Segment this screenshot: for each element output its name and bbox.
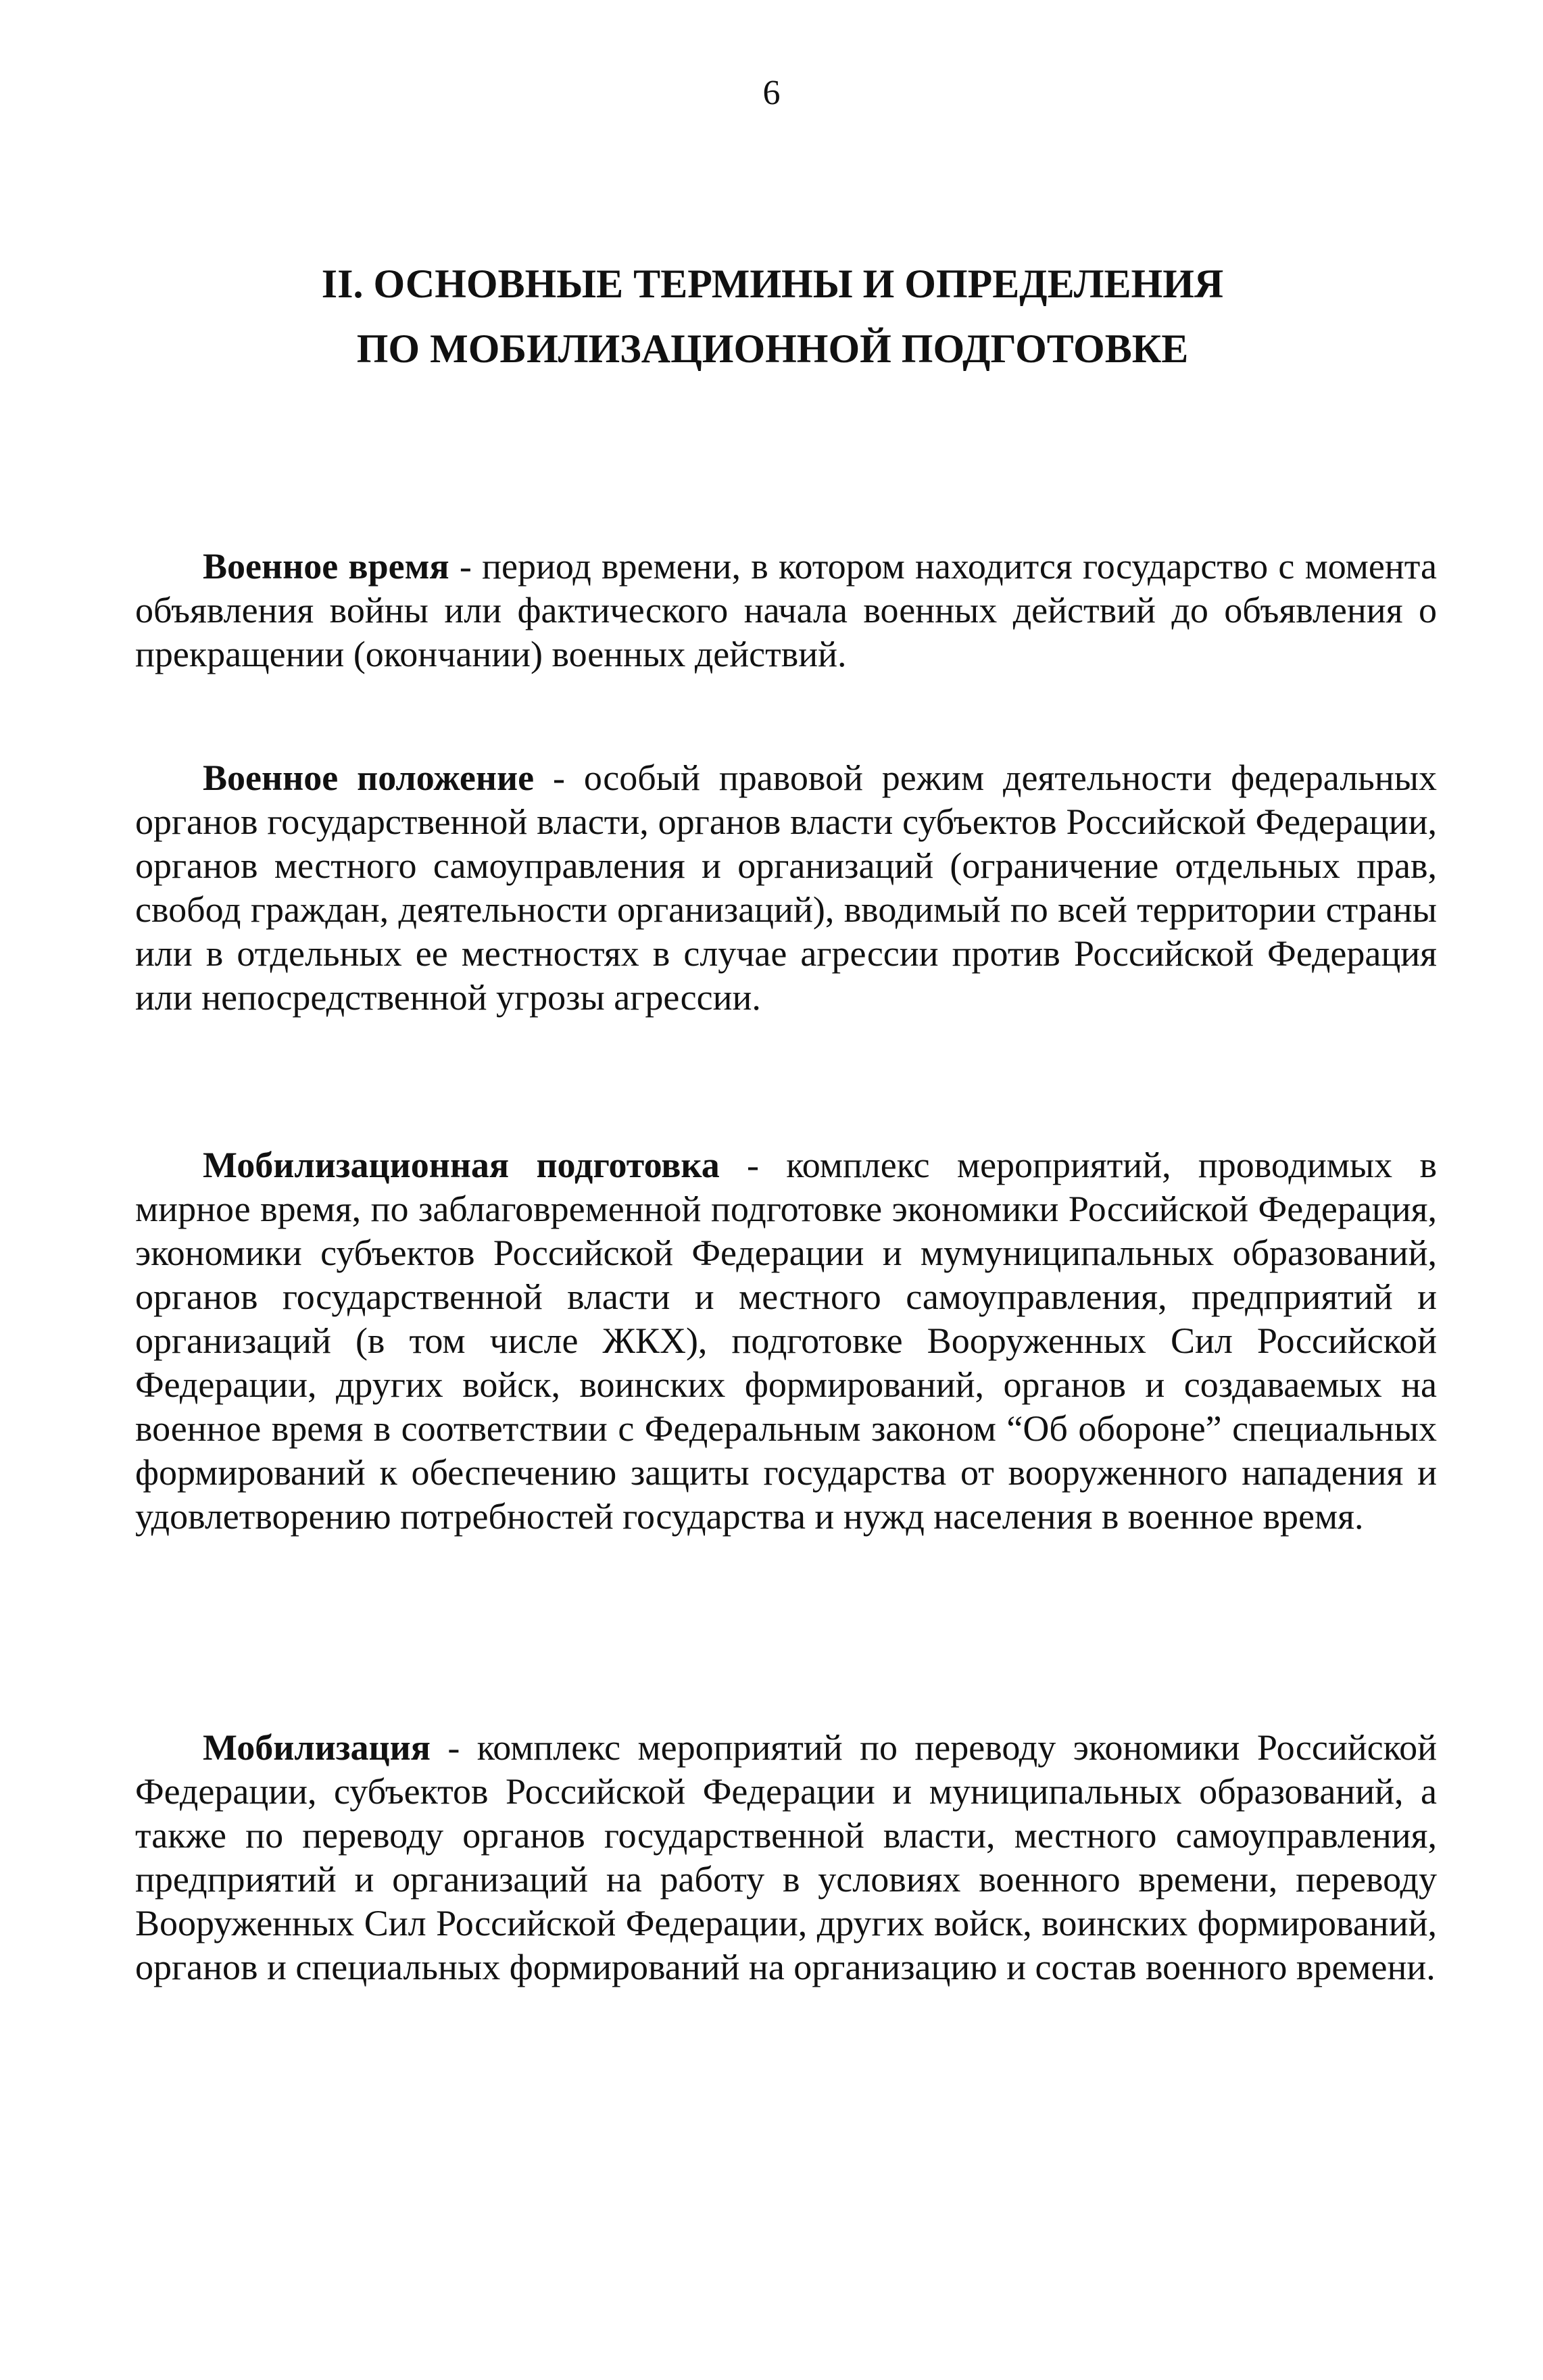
term-martial-law: Военное положение bbox=[203, 758, 535, 798]
page-number: 6 bbox=[762, 74, 781, 112]
term-mobilization: Мобилизация bbox=[203, 1727, 431, 1768]
section-heading bbox=[135, 251, 1410, 381]
definition-text-mobilization-preparation: - комплекс мероприятий, проводимых в мирное время, по заблаговременной подготовке экономики Российской Федерация, экономики субъектов Российской Федерации и мумуниципальных образований, органов государственной власти и местного самоуправления, предприятий и организаций (в том числе ЖКХ), подготовке Вооруженных Сил Российской Федерации, других войск, воинских формирований, органов и создаваемых на военное время в соответствии с Федеральным законом “Об обороне” специальных формирований к обеспечению защиты государства от вооруженного нападения и удовлетворению потребностей государства и нужд населения в военное время. bbox=[135, 1145, 1437, 1537]
definition-mobilization-preparation bbox=[135, 1143, 1437, 1539]
definition-mobilization bbox=[135, 1726, 1437, 1989]
definition-military-time bbox=[135, 545, 1437, 676]
definition-text-military-time: - период времени, в котором находится государство с момента объявления войны или фактического начала военных действий до объявления о прекращении (окончании) военных действий. bbox=[135, 546, 1437, 674]
section-heading-line-1: II. ОСНОВНЫЕ ТЕРМИНЫ И ОПРЕДЕЛЕНИЯ bbox=[321, 262, 1224, 306]
definition-martial-law bbox=[135, 756, 1437, 1020]
term-mobilization-preparation: Мобилизационная подготовка bbox=[203, 1145, 720, 1185]
term-military-time: Военное время bbox=[203, 546, 449, 587]
section-heading-line-2: ПО МОБИЛИЗАЦИОННОЙ ПОДГОТОВКЕ bbox=[356, 326, 1189, 371]
definition-text-martial-law: - особый правовой режим деятельности федеральных органов государственной власти, органов власти субъектов Российской Федерации, органов местного самоуправления и организаций (ограничение отдельных прав, свобод граждан, деятельности организаций), вводимый по всей территории страны или в отдельных ее местностях в случае агрессии против Российской Федерация или непосредственной угрозы агрессии. bbox=[135, 758, 1437, 1018]
definition-text-mobilization: - комплекс мероприятий по переводу экономики Российской Федерации, субъектов Российской Федерации и муниципальных образований, а также по переводу органов государственной власти, местного самоуправления, предприятий и организаций на работу в условиях военного времени, переводу Вооруженных Сил Российской Федерации, других войск, воинских формирований, органов и специальных формирований на организацию и состав военного времени. bbox=[135, 1727, 1437, 1987]
